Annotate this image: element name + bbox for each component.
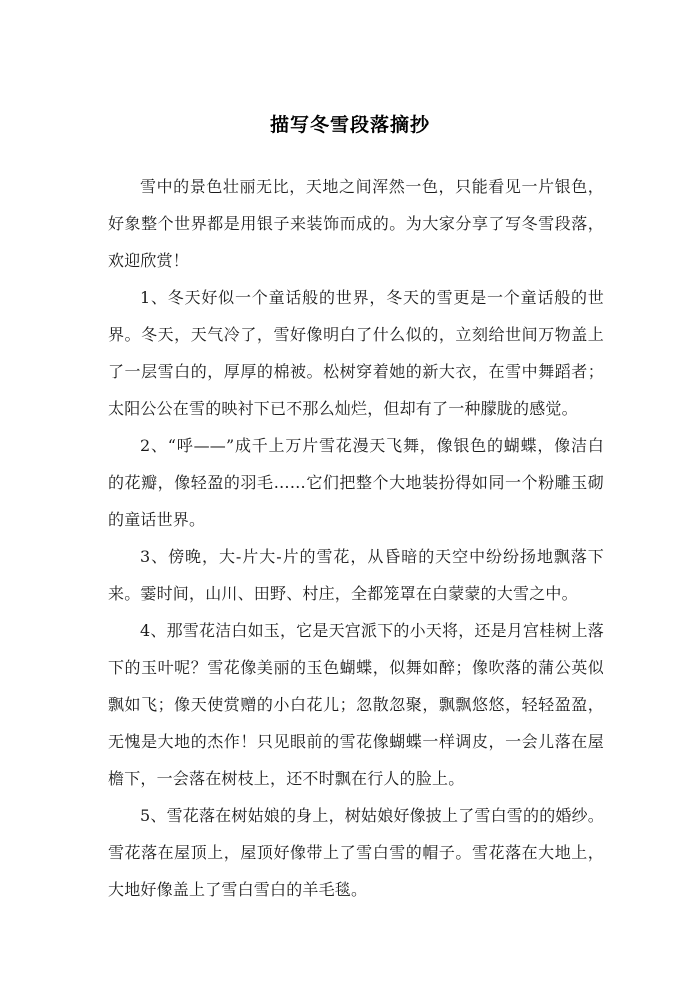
paragraph-5: 5、雪花落在树姑娘的身上，树姑娘好像披上了雪白雪的的婚纱。雪花落在屋顶上，屋顶好像带上了雪白雪的帽子。雪花落在大地上，大地好像盖上了雪白雪白的羊毛毯。	[108, 806, 604, 899]
paragraph-1: 1、冬天好似一个童话般的世界，冬天的雪更是一个童话般的世界。冬天，天气冷了，雪好像明白了什么似的，立刻给世间万物盖上了一层雪白的，厚厚的棉被。松树穿着她的新大衣，在雪中舞蹈者；太阳公公在雪的映衬下已不那么灿烂，但却有了一种朦胧的感觉。	[108, 288, 604, 418]
document-body	[108, 168, 604, 908]
paragraph-3: 3、傍晚，大-片大-片的雪花，从昏暗的天空中纷纷扬地飘落下来。霎时间，山川、田野、村庄，全都笼罩在白蒙蒙的大雪之中。	[108, 547, 604, 603]
paragraph-2: 2、“呼——”成千上万片雪花漫天飞舞，像银色的蝴蝶，像洁白的花瓣，像轻盈的羽毛……它们把整个大地装扮得如同一个粉雕玉砌的童话世界。	[108, 436, 604, 529]
intro-paragraph: 雪中的景色壮丽无比，天地之间浑然一色，只能看见一片银色，好象整个世界都是用银子来装饰而成的。为大家分享了写冬雪段落，欢迎欣赏！	[108, 177, 604, 270]
document-title: 描写冬雪段落摘抄	[269, 114, 430, 136]
paragraph-4: 4、那雪花洁白如玉，它是天宫派下的小天将，还是月宫桂树上落下的玉叶呢？雪花像美丽的玉色蝴蝶，似舞如醉；像吹落的蒲公英似飘如飞；像天使赏赠的小白花儿；忽散忽聚，飘飘悠悠，轻轻盈盈，无愧是大地的杰作！只见眼前的雪花像蝴蝶一样调皮，一会儿落在屋檐下，一会落在树枝上，还不时飘在行人的脸上。	[108, 621, 604, 788]
